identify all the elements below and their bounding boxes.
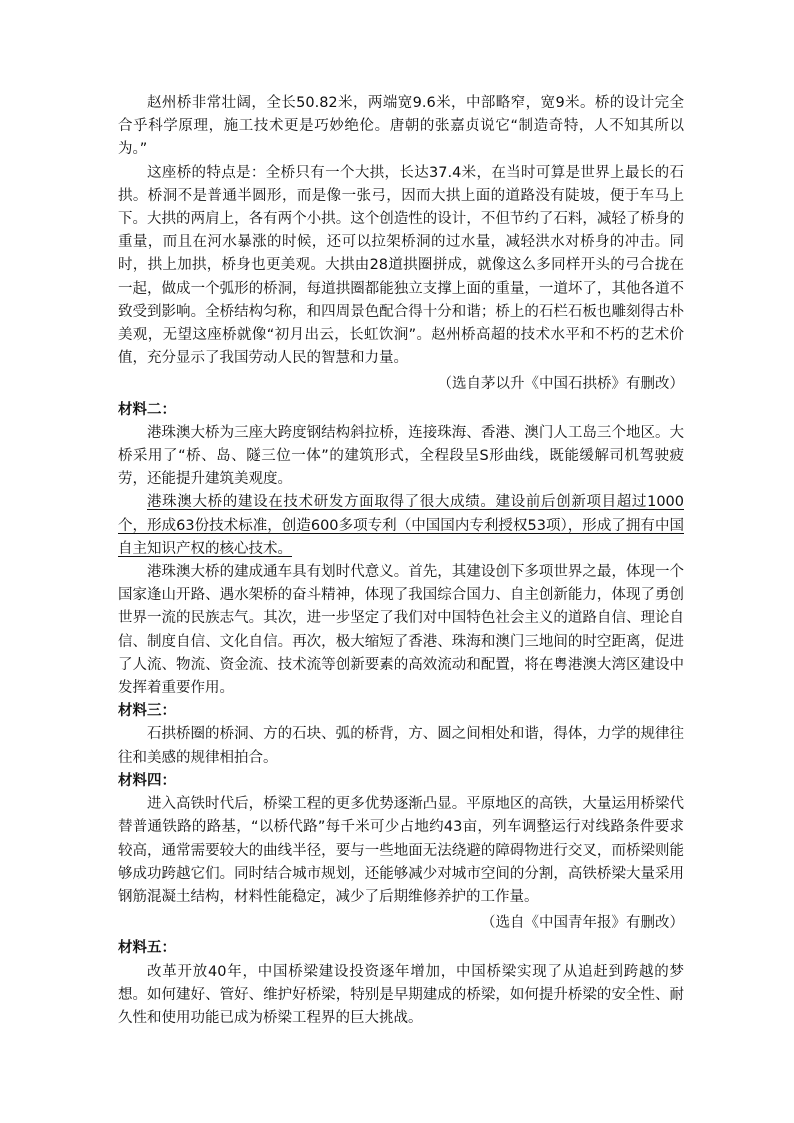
material1-source: （选自茅以升《中国石拱桥》有删改） (437, 376, 684, 393)
material3-paragraph-1: 石拱桥圈的桥洞、方的石块、弧的桥背，方、圆之间相处和谐，得体，力学的规律往往和美感的规律相拍合。 (118, 726, 684, 766)
material4-source: （选自《中国青年报》有删改） (481, 915, 684, 932)
material4-paragraph-1: 进入高铁时代后，桥梁工程的更多优势逐渐凸显。平原地区的高铁，大量运用桥梁代替普通铁路的路基，“以桥代路”每千米可少占地约43亩，列车调整运行对线路条件要求较高，通常需要较大的曲线半径，要与一些地面无法绕避的障碍物进行交叉，而桥梁则能够成功跨越它们。同时结合城市规划，还能够减少对城市空间的分割，高铁桥梁大量采用钢筋混凝土结构，材料性能稳定，减少了后期维修养护的工作量。 (118, 796, 684, 905)
material1-paragraph-1: 赵州桥非常壮阔，全长50.82米，两端宽9.6米，中部略窄，宽9米。桥的设计完全合乎科学原理，施工技术更是巧妙绝伦。唐朝的张嘉贞说它“制造奇特，人不知其所以为。” (118, 95, 684, 158)
material2-paragraph-3: 港珠澳大桥的建成通车具有划时代意义。首先，其建设创下多项世界之最，体现一个国家逢山开路、遇水架桥的奋斗精神，体现了我国综合国力、自主创新能力，体现了勇创世界一流的民族志气。其次，进一步坚定了我们对中国特色社会主义的道路自信、理论自信、制度自信、文化自信。再次，极大缩短了香港、珠海和澳门三地间的时空距离，促进了人流、物流、资金流、技术流等创新要素的高效流动和配置，将在粤港澳大湾区建设中发挥着重要作用。 (118, 564, 684, 697)
material4-heading: 材料四： (118, 772, 176, 789)
material2-heading: 材料二： (118, 401, 176, 418)
material1-paragraph-2: 这座桥的特点是：全桥只有一个大拱，长达37.4米，在当时可算是世界上最长的石拱。桥洞不是普通半圆形，而是像一张弓，因而大拱上面的道路没有陡坡，便于车马上下。大拱的两肩上，各有两个小拱。这个创造性的设计，不但节约了石料，减轻了桥身的重量，而且在河水暴涨的时候，还可以拉架桥洞的过水量，减轻洪水对桥身的冲击。同时，拱上加拱，桥身也更美观。大拱由28道拱圈拼成，就像这么多同样开头的弓合拢在一起，做成一个弧形的桥洞，每道拱圈都能独立支撑上面的重量，一道坏了，其他各道不致受到影响。全桥结构匀称，和四周景色配合得十分和谐；桥上的石栏石板也雕刻得古朴美观，无望这座桥就像“初月出云，长虹饮涧”。赵州桥高超的技术水平和不朽的艺术价值，充分显示了我国劳动人民的智慧和力量。 (118, 164, 684, 367)
material2-paragraph-1: 港珠澳大桥为三座大跨度钢结构斜拉桥，连接珠海、香港、澳门人工岛三个地区。大桥采用了“桥、岛、隧三位一体”的建筑形式，全程段呈S形曲线，既能缓解司机驾驶疲劳，还能提升建筑美观度。 (118, 424, 684, 488)
material2-paragraph-2-underlined: 港珠澳大桥的建设在技术研发方面取得了很大成绩。建设前后创新项目超过1000个，形成63份技术标准，创造600多项专利（中国国内专利授权53项），形成了拥有中国自主知识产权的核心技术。 (118, 494, 684, 557)
material5-heading: 材料五： (118, 940, 176, 957)
material3-heading: 材料三： (118, 703, 176, 720)
material5-paragraph-1: 改革开放40年，中国桥梁建设投资逐年增加，中国桥梁实现了从追赶到跨越的梦想。如何建好、管好、维护好桥梁，特别是早期建成的桥梁，如何提升桥梁的安全性、耐久性和使用功能已成为桥梁工程界的巨大挑战。 (118, 963, 684, 1026)
document-body (118, 92, 684, 1030)
